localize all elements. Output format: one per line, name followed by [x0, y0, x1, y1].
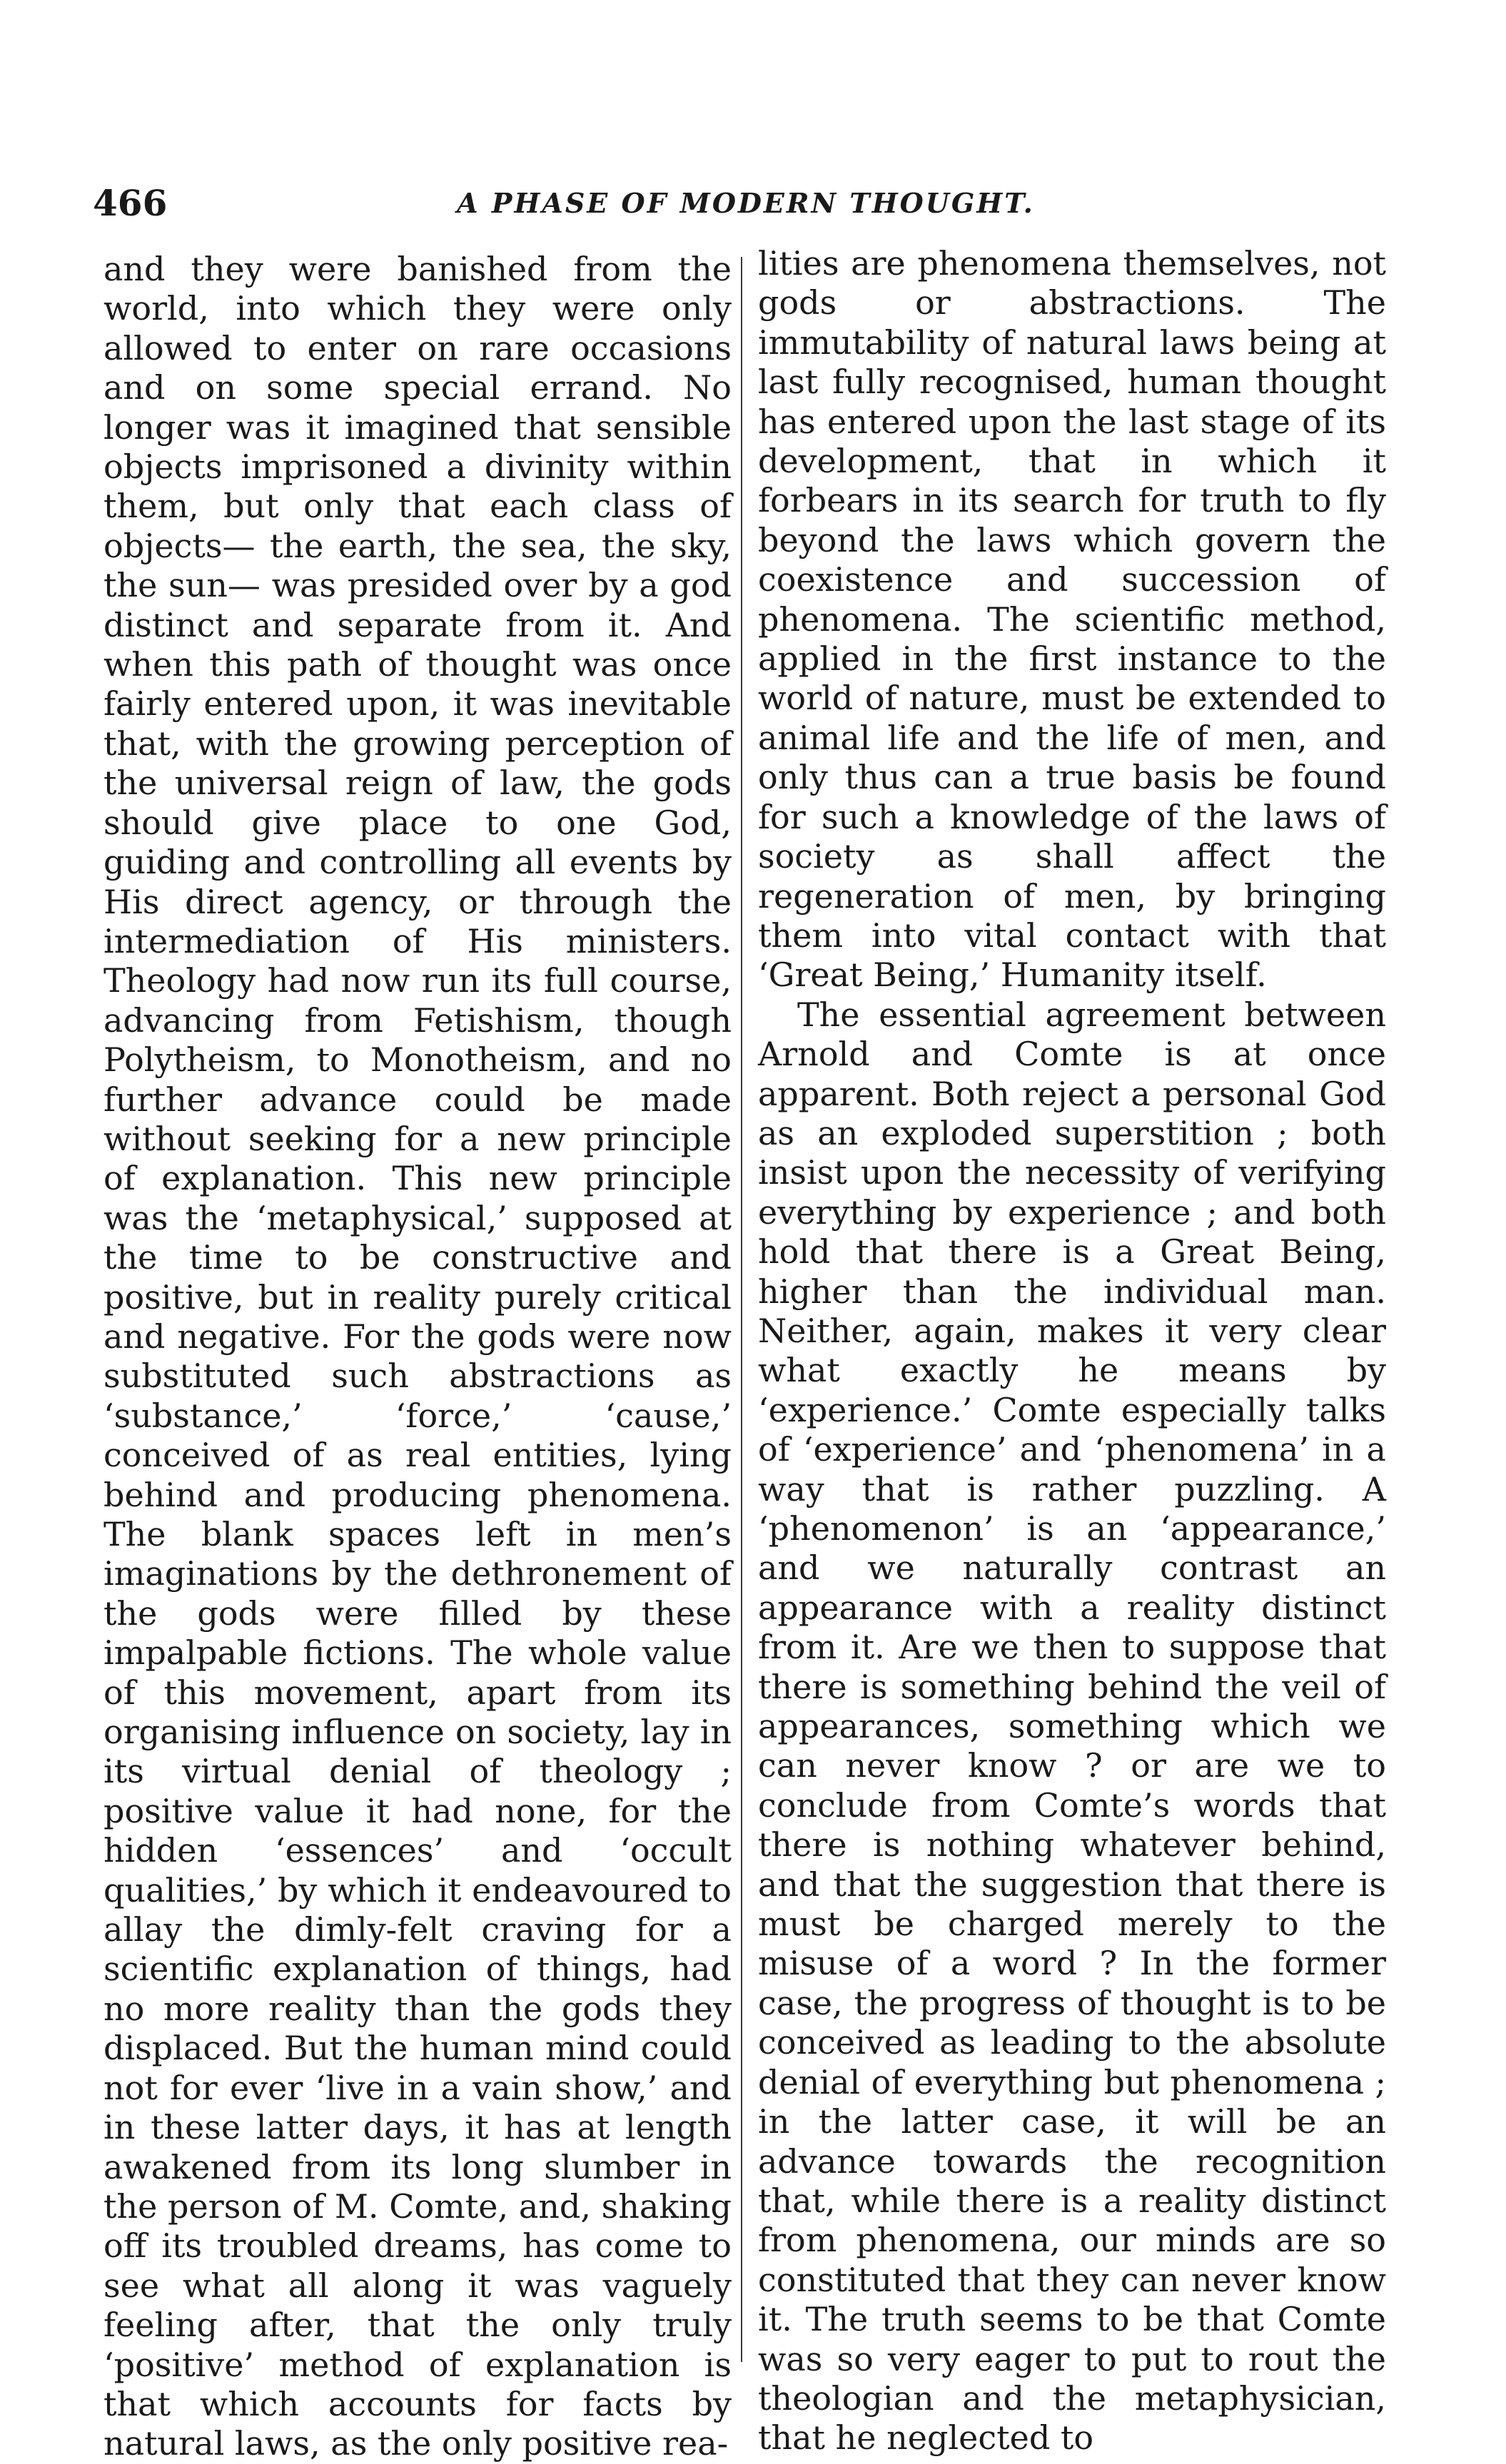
running-title: A PHASE OF MODERN THOUGHT.: [457, 187, 1035, 219]
page-header: [93, 175, 1399, 232]
left-column: [103, 250, 732, 2464]
right-column-paragraph-1: lities are phenomena themselves, not gods or abstractions. The immutability of natural laws being at last fully recognised, human thought has entered upon the last stage of its development, that in which it forbears in its search for truth to fly beyond the laws which govern the coexistence and succession of phenomena. The scientific method, applied in the first instance to the world of nature, must be extended to animal life and the life of men, and only thus can a true basis be found for such a knowledge of the laws of society as shall affect the regeneration of men, by bringing them into vital contact with that ‘Great Being,’ Humanity itself.: [758, 244, 1386, 995]
right-column: [758, 244, 1386, 2458]
page-number: 466: [93, 182, 168, 224]
left-column-paragraph: and they were banished from the world, into which they were only allowed to enter on rare occasions and on some special errand. No longer was it imagined that sensible objects imprisoned a divinity within them, but only that each class of objects— the earth, the sea, the sky, the sun— was presided over by a god distinct and separate from it. And when this path of thought was once fairly entered upon, it was inevitable that, with the growing perception of the universal reign of law, the gods should give place to one God, guiding and controlling all events by His direct agency, or through the intermediation of His ministers. Theology had now run its full course, advancing from Fetishism, though Polytheism, to Monotheism, and no further advance could be made without seeking for a new principle of explanation. This new principle was the ‘metaphysical,’ supposed at the time to be constructive and positive, but in reality purely critical and negative. For the gods were now substituted such abstractions as ‘substance,’ ‘force,’ ‘cause,’ conceived of as real entities, lying behind and producing phenomena. The blank spaces left in men’s imaginations by the dethronement of the gods were filled by these impalpable fictions. The whole value of this movement, apart from its organising influence on society, lay in its virtual denial of theology ; positive value it had none, for the hidden ‘essences’ and ‘occult qualities,’ by which it endeavoured to allay the dimly-felt craving for a scientific explanation of things, had no more reality than the gods they displaced. But the human mind could not for ever ‘live in a vain show,’ and in these latter days, it has at length awakened from its long slumber in the person of M. Comte, and, shaking off its troubled dreams, has come to see what all along it was vaguely feeling after, that the only truly ‘positive’ method of explanation is that which accounts for facts by natural laws, as the only positive rea-: [103, 250, 732, 2463]
right-column-paragraph-2: The essential agreement between Arnold and Comte is at once apparent. Both reject a personal God as an exploded superstition ; both insist upon the necessity of verifying everything by experience ; and both hold that there is a Great Being, higher than the individual man. Neither, again, makes it very clear what exactly he means by ‘experience.’ Comte especially talks of ‘experience’ and ‘phenomena’ in a way that is rather puzzling. A ‘phenomenon’ is an ‘appearance,’ and we naturally contrast an appearance with a reality distinct from it. Are we then to suppose that there is something behind the veil of appearances, something which we can never know ? or are we to conclude from Comte’s words that there is nothing whatever behind, and that the suggestion that there is must be charged merely to the misuse of a word ? In the former case, the progress of thought is to be conceived as leading to the absolute denial of everything but phenomena ; in the latter case, it will be an advance towards the recognition that, while there is a reality distinct from phenomena, our minds are so constituted that they can never know it. The truth seems to be that Comte was so very eager to put to rout the theologian and the metaphysician, that he neglected to: [758, 995, 1386, 2458]
column-divider: [741, 257, 742, 2362]
